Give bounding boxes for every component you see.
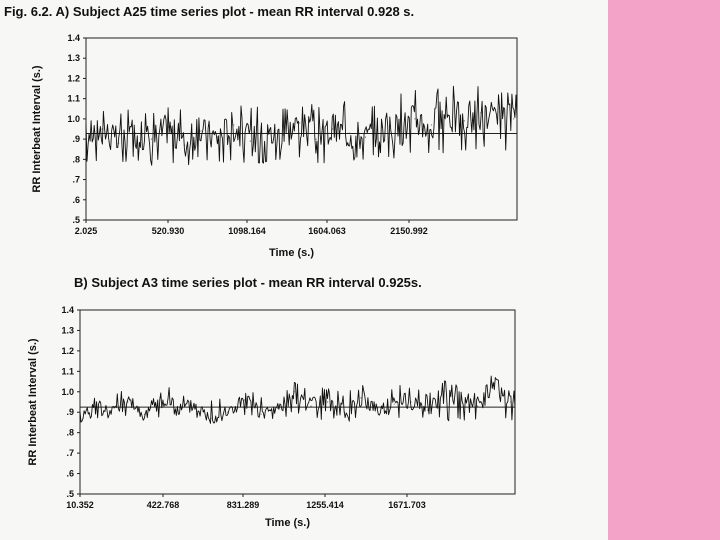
data-point (427, 410, 428, 411)
rr-interval-series (86, 86, 517, 165)
data-point (464, 120, 465, 121)
data-point (497, 122, 498, 123)
y-tick-label: .9 (72, 134, 80, 145)
y-tick-label: .5 (66, 489, 74, 499)
data-point (332, 128, 333, 129)
x-tick-label: 1098.164 (228, 226, 266, 236)
y-tick-label: 1.0 (67, 113, 80, 124)
data-point (510, 401, 511, 402)
data-point (381, 126, 382, 127)
data-point (118, 143, 119, 144)
y-tick-label: .9 (66, 407, 74, 418)
data-point (360, 397, 361, 398)
y-tick-label: 1.1 (61, 366, 74, 377)
x-tick-label: 10.352 (66, 500, 94, 510)
x-tick-label: 1671.703 (388, 500, 426, 510)
data-point (277, 408, 278, 409)
y-tick-label: .7 (72, 174, 80, 185)
data-point (477, 405, 478, 406)
data-point (394, 403, 395, 404)
x-tick-label: 1604.063 (308, 226, 346, 236)
data-point (299, 122, 300, 123)
y-axis-title: RR Interbeat Interval (s.) (31, 65, 43, 193)
y-tick-label: .7 (66, 448, 74, 459)
chart-b-subject-a3 (0, 288, 608, 538)
data-point (217, 136, 218, 137)
data-point (431, 124, 432, 125)
data-point (266, 132, 267, 133)
data-point (227, 412, 228, 413)
data-point (102, 128, 103, 129)
data-point (151, 139, 152, 140)
data-point (244, 399, 245, 400)
data-point (460, 399, 461, 400)
y-tick-label: 1.2 (61, 345, 74, 356)
data-point (134, 132, 135, 133)
pink-side-panel (608, 0, 720, 540)
y-tick-label: .8 (66, 427, 74, 438)
data-point (377, 408, 378, 409)
y-tick-label: 1.0 (61, 386, 74, 397)
y-tick-label: 1.4 (61, 305, 74, 315)
data-point (79, 416, 80, 417)
y-tick-label: 1.2 (67, 73, 80, 84)
data-point (444, 391, 445, 392)
x-tick-label: 2150.992 (390, 226, 428, 236)
x-axis-title: Time (s.) (264, 517, 311, 529)
data-point (85, 134, 86, 135)
data-point (200, 130, 201, 131)
data-point (494, 383, 495, 384)
data-point (177, 410, 178, 411)
y-tick-label: 1.3 (61, 325, 74, 336)
data-point (310, 405, 311, 406)
data-point (161, 397, 162, 398)
data-point (144, 414, 145, 415)
data-point (184, 145, 185, 146)
data-point (414, 118, 415, 119)
y-tick-label: 1.3 (67, 53, 80, 64)
figure-title-b: B) Subject A3 time series plot - mean RR interval 0.925s. (74, 275, 422, 290)
data-point (410, 401, 411, 402)
data-point (513, 118, 514, 119)
data-point (210, 418, 211, 419)
data-point (327, 401, 328, 402)
data-point (167, 126, 168, 127)
y-tick-label: .8 (72, 154, 80, 165)
x-tick-label: 520.930 (151, 226, 185, 236)
x-tick-label: 2.025 (74, 226, 98, 236)
data-point (194, 403, 195, 404)
data-point (294, 391, 295, 392)
y-tick-label: 1.4 (67, 33, 80, 43)
x-tick-label: 1255.414 (306, 500, 344, 510)
y-tick-label: .5 (72, 215, 80, 225)
data-point (233, 124, 234, 125)
y-tick-label: .6 (66, 468, 74, 479)
data-point (127, 401, 128, 402)
chart-a-subject-a25 (0, 18, 608, 268)
data-point (348, 132, 349, 133)
data-point (111, 412, 112, 413)
data-point (480, 112, 481, 113)
y-axis-title: RR Interbeat Interval (s.) (27, 338, 39, 466)
data-point (398, 130, 399, 131)
y-tick-label: .6 (72, 194, 80, 205)
data-point (283, 134, 284, 135)
x-axis-title: Time (s.) (268, 247, 315, 259)
x-tick-label: 831.289 (226, 500, 260, 510)
x-tick-label: 422.768 (146, 500, 180, 510)
data-point (94, 405, 95, 406)
data-point (365, 136, 366, 137)
figure-title-a: Fig. 6.2. A) Subject A25 time series plot - mean RR interval 0.928 s. (4, 4, 415, 19)
y-tick-label: 1.1 (67, 93, 80, 104)
data-point (250, 141, 251, 142)
data-point (260, 414, 261, 415)
rr-interval-series (80, 376, 515, 423)
data-point (344, 412, 345, 413)
data-point (447, 114, 448, 115)
data-point (316, 139, 317, 140)
